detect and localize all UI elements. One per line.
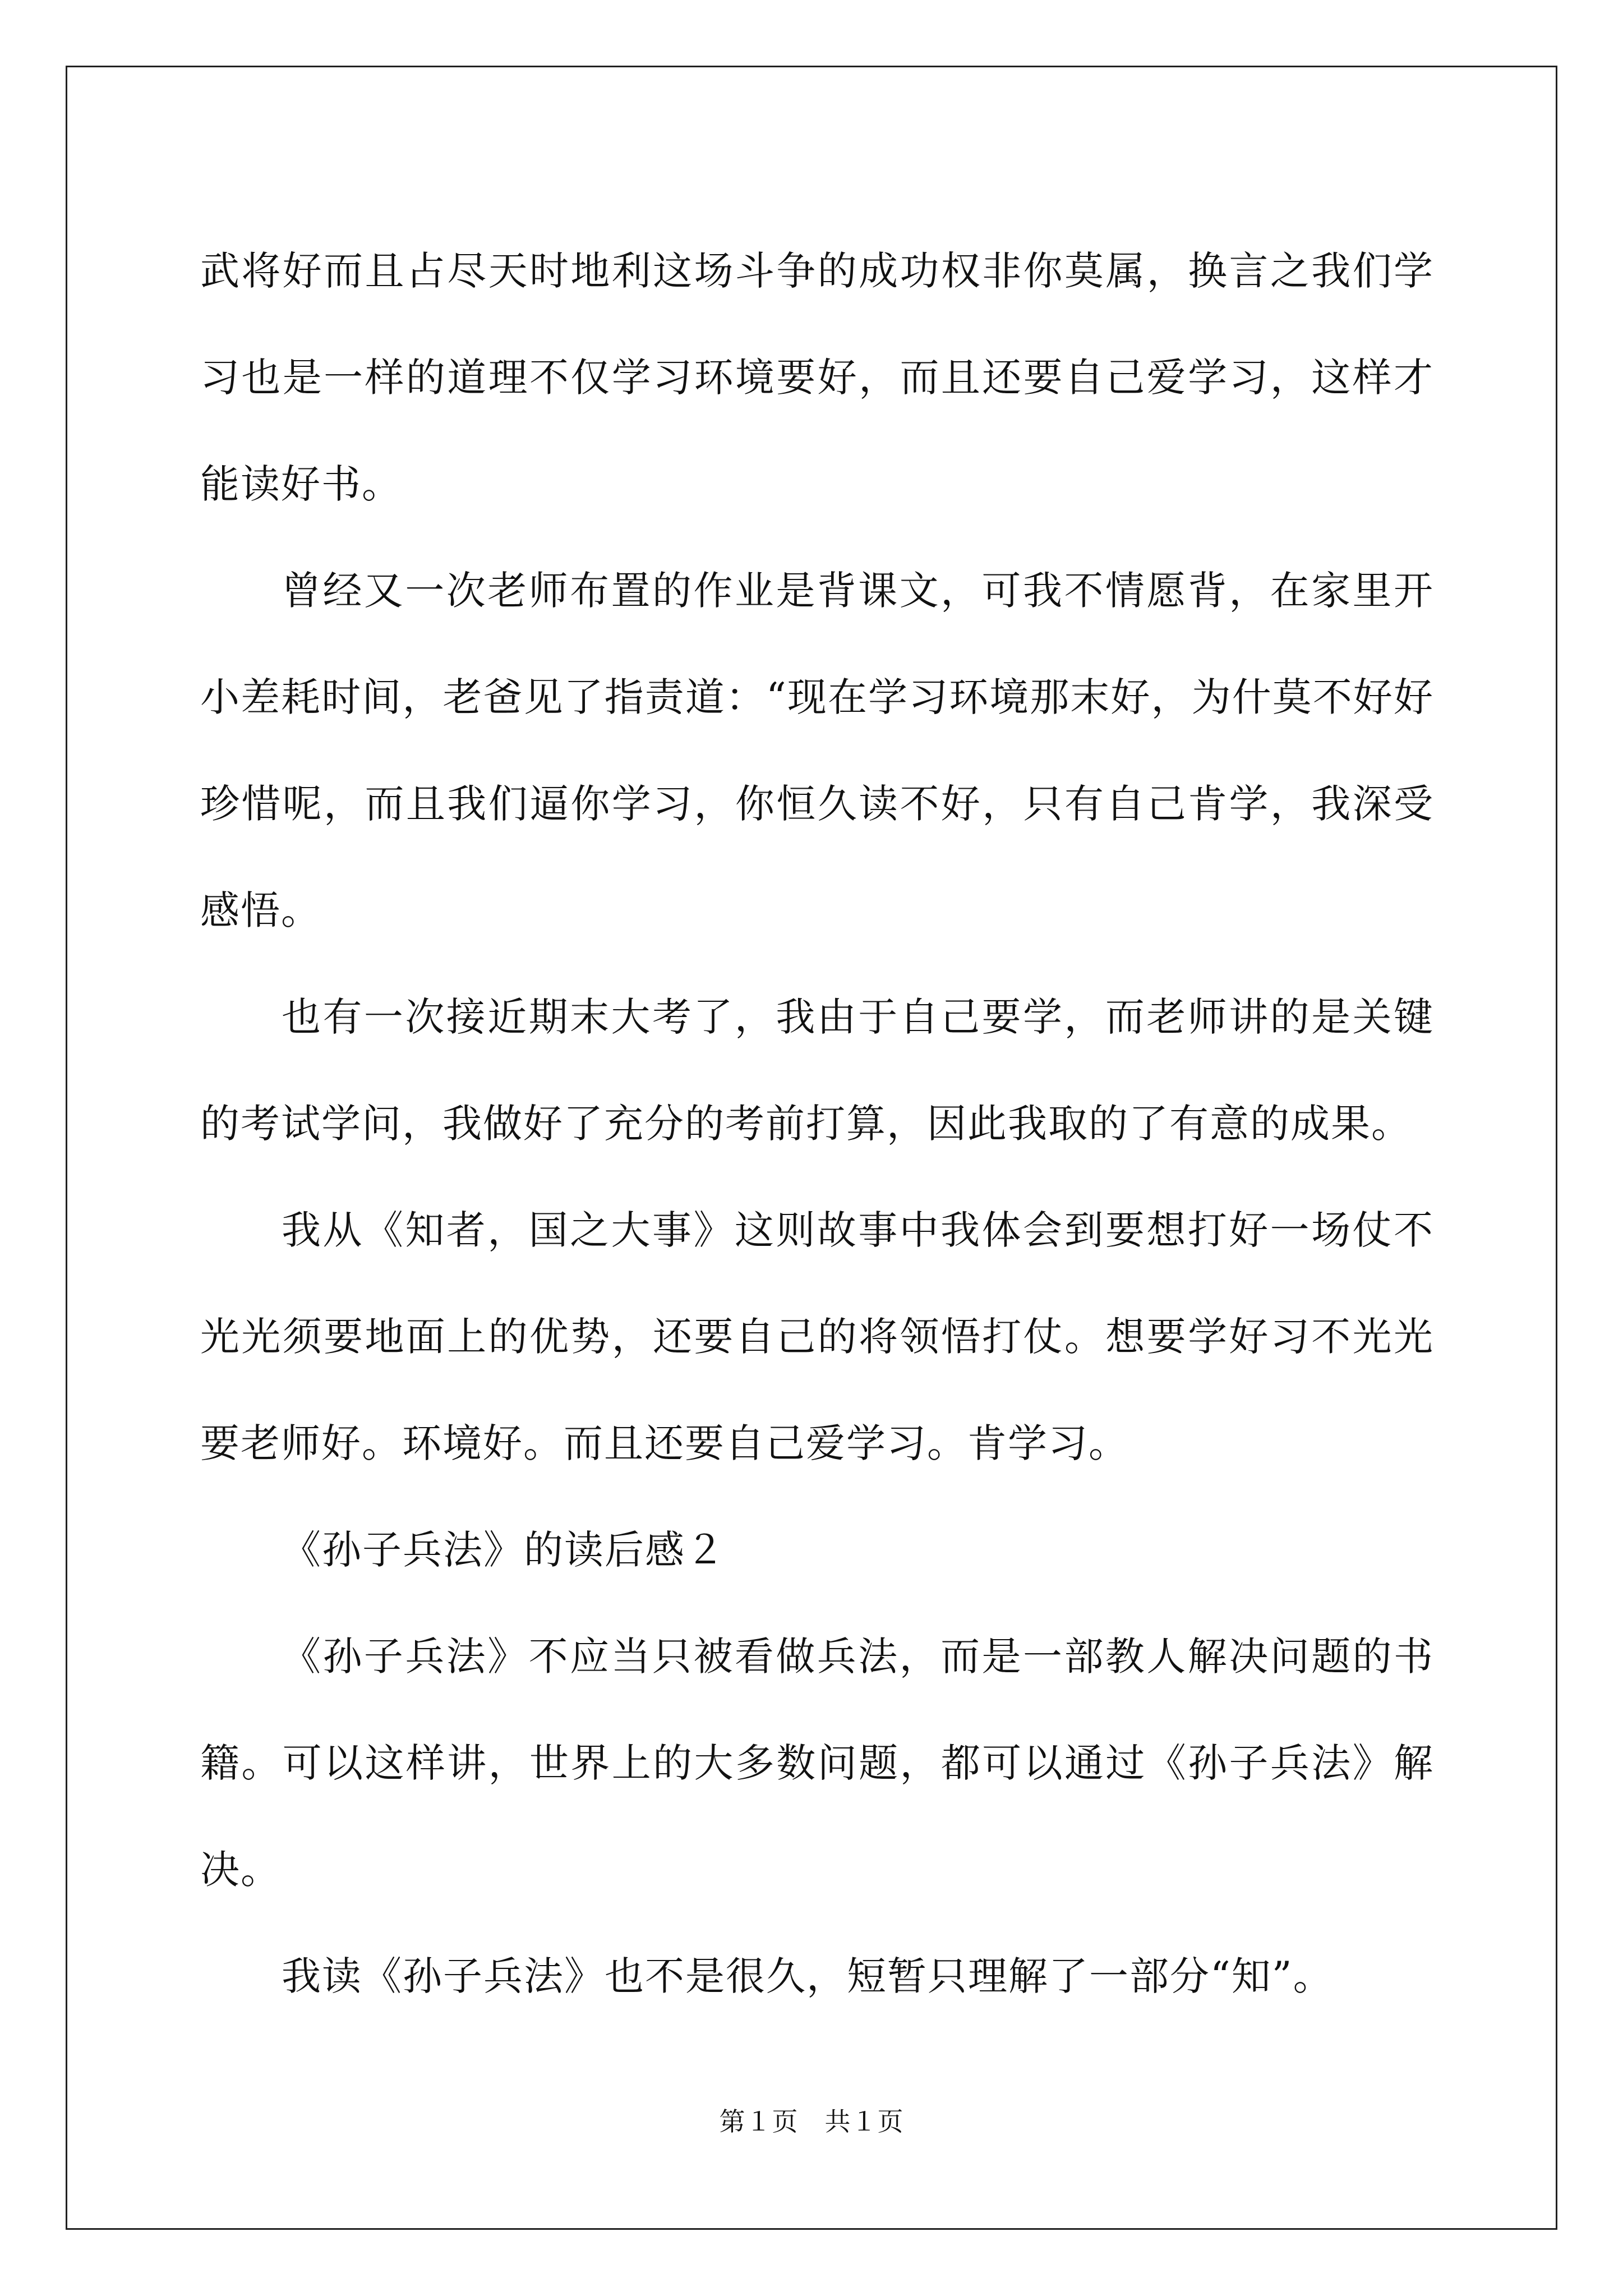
paragraph-continuation: 武将好而且占尽天时地利这场斗争的成功权非你莫属，换言之我们学习也是一样的道理不仅学习环境要好，而且还要自己爱学习，这样才能读好书。 xyxy=(200,248,1434,507)
paragraph-homework-story: 曾经又一次老师布置的作业是背课文，可我不情愿背，在家里开小差耗时间，老爸见了指责道：“现在学习环境那末好，为什莫不好好珍惜呢，而且我们逼你学习，你恒久读不好，只有自己肯学，我深受感悟。 xyxy=(200,568,1434,933)
paragraph-sunzi-intro: 《孙子兵法》不应当只被看做兵法，而是一部教人解决问题的书籍。可以这样讲，世界上的大多数问题，都可以通过《孙子兵法》解决。 xyxy=(200,1634,1434,1893)
page-footer: 第１页 共１页 xyxy=(719,2106,904,2137)
paragraph-sunzi-reading: 我读《孙子兵法》也不是很久，短暂只理解了一部分“知”。 xyxy=(282,1953,1334,1999)
paragraph-conclusion: 我从《知者，国之大事》这则故事中我体会到要想打好一场仗不光光须要地面上的优势，还要自己的将领悟打仗。想要学好习不光光要老师好。环境好。而且还要自己爱学习。肯学习。 xyxy=(200,1207,1434,1466)
document-body xyxy=(200,218,1434,2030)
paragraph-exam-story: 也有一次接近期末大考了，我由于自己要学，而老师讲的是关键的考试学问，我做好了充分的考前打算，因此我取的了有意的成果。 xyxy=(200,994,1434,1147)
section-heading: 《孙子兵法》的读后感２ xyxy=(282,1527,726,1573)
